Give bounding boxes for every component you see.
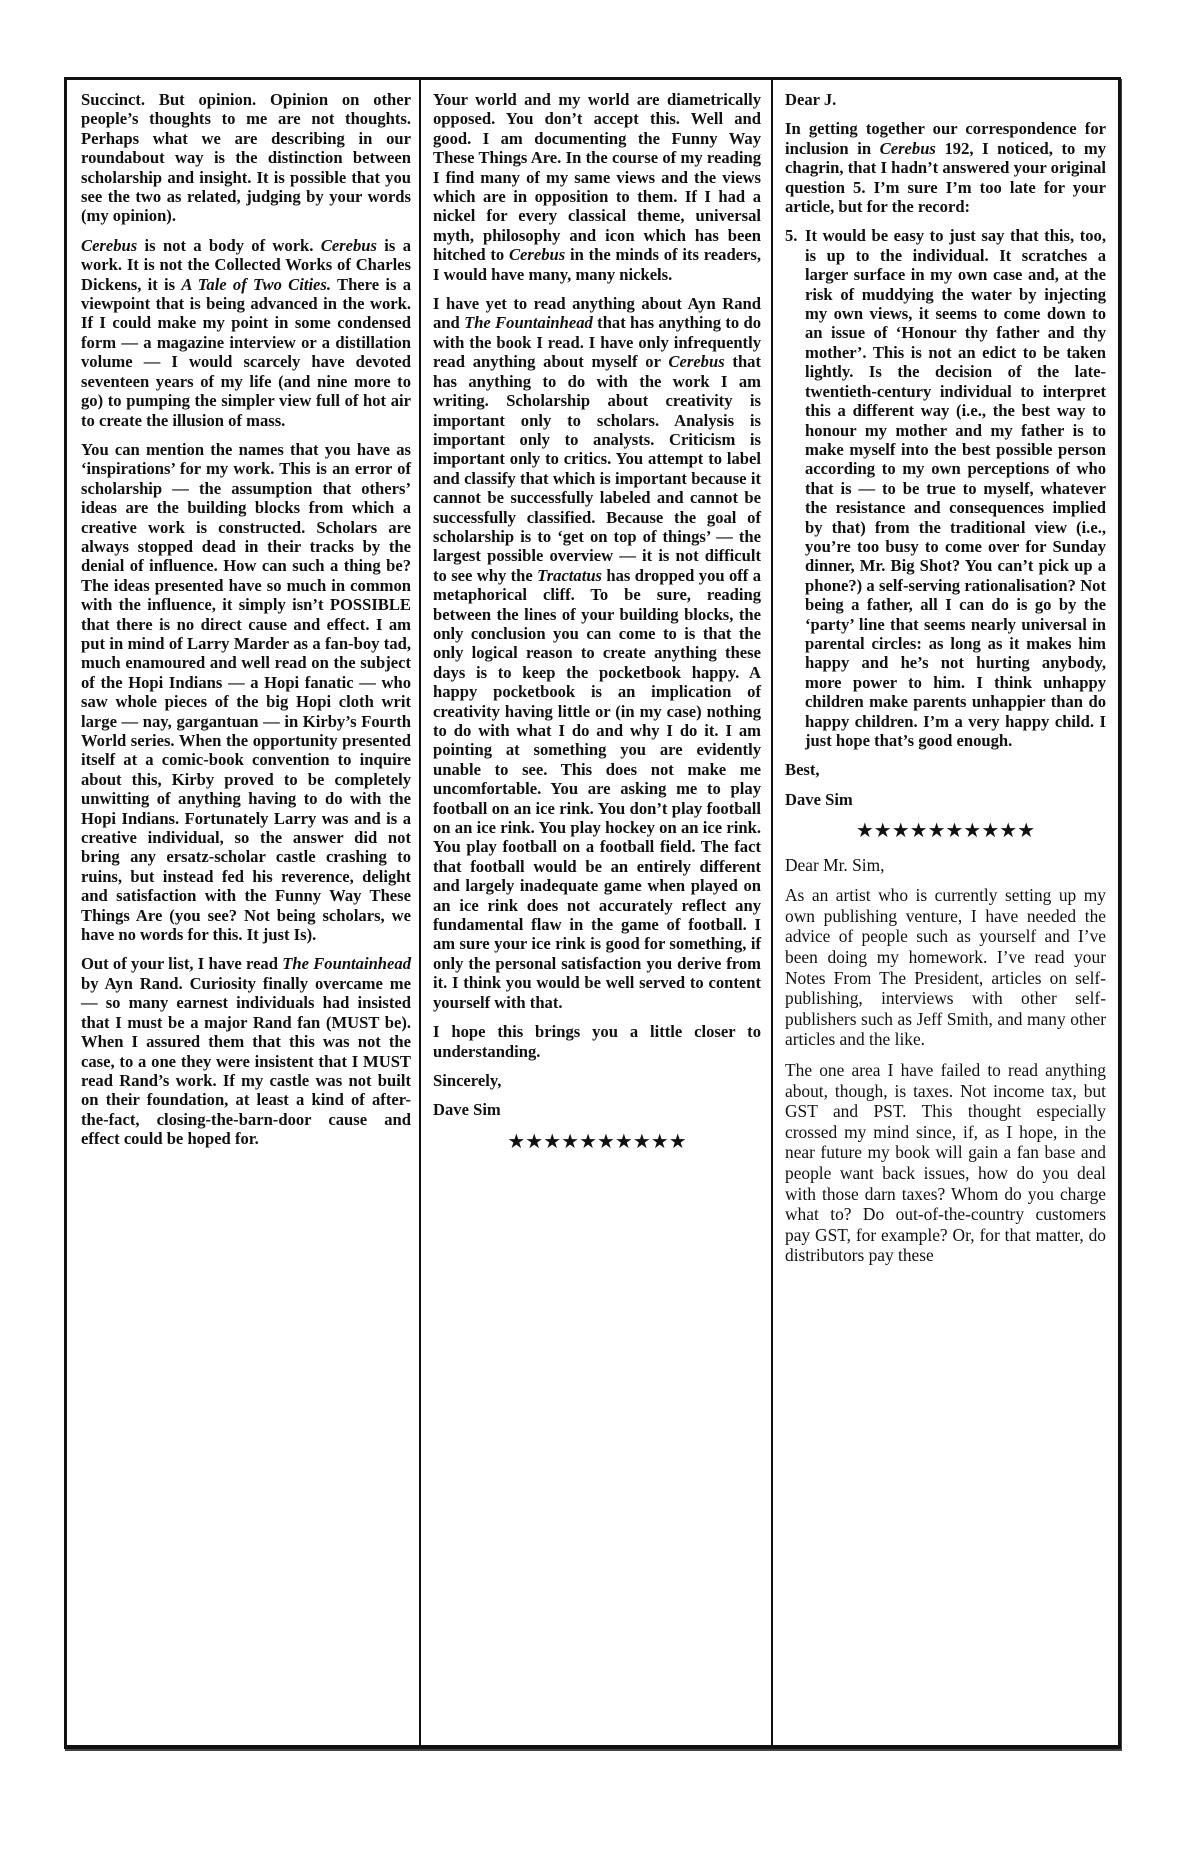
paragraph: I have yet to read anything about Ayn Rand and The Fountainhead that has anything to do with the book I read. I have only infrequently read anything about myself or Cerebus that has anything to do with the work I am writing. Scholarship about creativity is important only to scholars. Analysis is important only to analysts. Criticism is important only to critics. You attempt to label and classify that which is important because it cannot be successfully labeled and cannot be successfully classified. Because the goal of scholarship is to ‘get on top of things’ — the largest possible overview — it is not difficult to see why the Tractatus has dropped you off a metaphorical cliff. To be sure, reading between the lines of your building blocks, the only conclusion you can come to is that the only logical reason to create anything these days is to keep the pocketbook happy. A happy pocketbook is an implication of creativity having little or (in my case) nothing to do with what I do and why I do it. I am pointing at something you are evidently unable to see. This does not make me uncomfortable. You are asking me to play football on an ice rink. You don’t play football on an ice rink. You play hockey on an ice rink. You play football on a football field. The fact that football would be an entirely different and largely inadequate game when played on an ice rink does not accurately reflect any fundamental flaw in the game of football. I am sure your ice rink is good for something, if only the personal satisfaction you derive from it. I think you would be well served to content yourself with that. [433,294,762,1012]
paragraph: As an artist who is currently setting up my own publishing venture, I have needed the advice of people such as yourself and I’ve been doing my homework. I’ve read your Notes From The President, articles on self-publishing, interviews with other self-publishers such as Jeff Smith, and many other articles and the like. [785,885,1106,1050]
column-right [773,80,1118,1745]
answer-number: 5. [785,226,798,246]
letter-reply [785,90,1106,809]
numbered-answer [785,226,1106,750]
paragraph: Out of your list, I have read The Fountainhead by Ayn Rand. Curiosity finally overcame me — so many earnest individuals had insisted that I must be a major Rand fan (MUST be). When I assured them that this was not the case, to a one they were insistent that I MUST read Rand’s work. If my castle was not built on their foundation, at least a kind of after-the-fact, closing-the-barn-door cause and effect could be hoped for. [81,954,411,1149]
paragraph: I hope this brings you a little closer to understanding. [433,1022,761,1061]
star-divider-icon: ★★★★★★★★★★ [507,1128,687,1153]
paragraph: The one area I have failed to read anything about, though, is taxes. Not income tax, but GST and PST. This thought especially crossed my mind since, if, as I hope, in the near future my book will gain a fan base and people want back issues, how do you deal with those darn taxes? Whom do you charge what to? Do out-of-the-country customers pay GST, for example? Or, for that matter, do distributors pay these [785,1059,1106,1266]
paragraph: Cerebus is not a body of work. Cerebus is a work. It is not the Collected Works of Charles Dickens, it is A Tale of Two Cities. There is a viewpoint that is being advanced in the work. If I could make my point in some condensed form — a magazine interview or a distillation volume — I would scarcely have devoted seventeen years of my life (and nine more to go) to pumping the simpler view full of hot air to create the illusion of mass. [81,235,411,430]
answer-text: It would be easy to just say that this, too, is up to the individual. It scratches a larger surface in my own case and, at the risk of muddying the water by injecting my own views, it seems to come down to an issue of ‘Honour thy father and thy mother’. This is not an edict to be taken lightly. Is the decision of the late-twentieth-century individual to interpret this a different way (i.e., the best way to honour my mother and my father is to make myself into the best possible person according to my own perceptions of who that is — to be true to myself, whatever the resistance and consequences implied by that) from the traditional view (i.e., you’re too busy to come over for Sunday dinner, Mr. Big Shot? You can’t pick up a phone?) a self-serving rationalisation? Not being a father, all I can do is go by the ‘party’ line that seems nearly universal in parental circles: as long as it makes him happy and he’s not hurting anybody, more power to him. I think unhappy children make parents unhappier than do happy children. I’m a very happy child. I just hope that’s good enough. [805,226,1106,750]
paragraph: You can mention the names that you have as ‘inspirations’ for my work. This is an error of scholarship — the assumption that others’ ideas are the building blocks from which a creative work is constructed. Scholars are always stopped dead in their tracks by the denial of influence. How can such a thing be? The ideas presented have so much in common with the influence, it simply isn’t POSSIBLE that there is no direct cause and effect. I am put in mind of Larry Marder as a fan-boy tad, much enamoured and well read on the subject of the Hopi Indians — a Hopi fanatic — who saw whole pieces of the big Hopi cloth writ large — nay, gargantuan — in Kirby’s Fourth World series. When the opportunity presented itself at a comic-book convention to inquire about this, Kirby proved to be completely unwitting of anything having to do with the Hopi Indians. Fortunately Larry was and is a creative individual, so the answer did not bring any ersatz-scholar castle crashing to ruins, but instead fed his reverence, delight and satisfaction with the Funny Way These Things Are (you see? Not being scholars, we have no words for this. It just Is). [81,439,411,945]
closing: Best, [785,760,820,780]
signature: Dave Sim [785,789,853,809]
letters-page-frame [64,77,1121,1749]
closing: Sincerely, [433,1070,502,1090]
paragraph: In getting together our correspondence for inclusion in Cerebus 192, I noticed, to my chagrin, that I hadn’t answered your original question 5. I’m sure I’m too late for your article, but for the record: [785,119,1106,217]
paragraph: Your world and my world are diametrically opposed. You don’t accept this. Well and good. I am documenting the Funny Way These Things Are. In the course of my reading I find many of my same views and the views which are in opposition to them. If I had a nickel for every classical theme, universal myth, philosophy and icon which has been hitched to Cerebus in the minds of its readers, I would have many, many nickels. [433,90,762,284]
star-divider-icon: ★★★★★★★★★★ [855,818,1036,843]
salutation: Dear J. [785,90,837,109]
signature: Dave Sim [433,1100,501,1120]
letter-incoming [785,855,1106,1266]
column-middle [421,80,773,1745]
paragraph: Succinct. But opinion. Opinion on other people’s thoughts to me are not thoughts. Perhaps what we are describing in our roundabout way is the distinction between scholarship and insight. It is possible that you see the two as related, judging by your words (my opinion). [81,90,411,226]
column-left [67,80,421,1745]
salutation: Dear Mr. Sim, [785,854,885,875]
